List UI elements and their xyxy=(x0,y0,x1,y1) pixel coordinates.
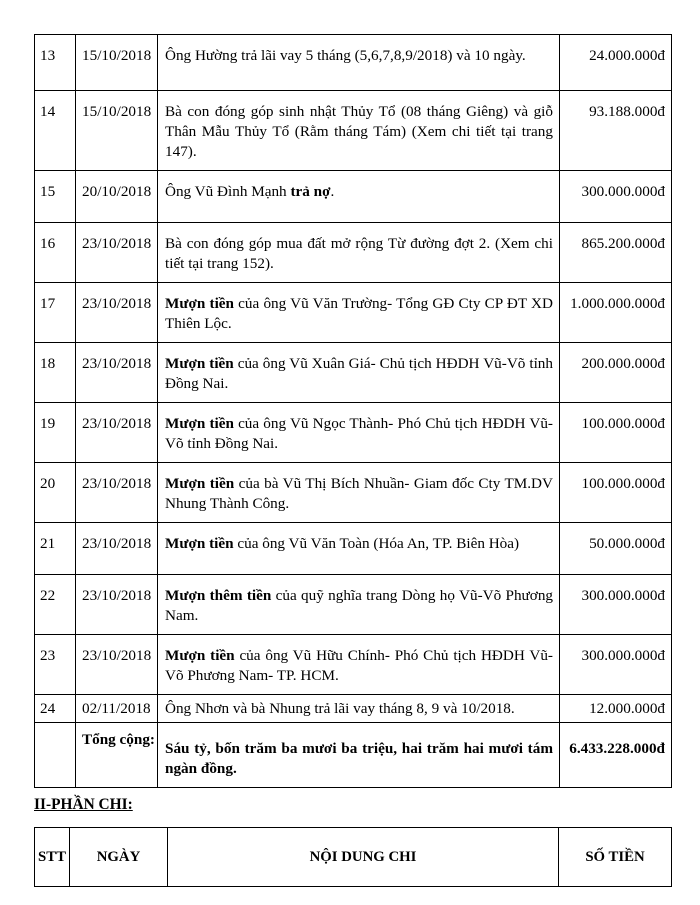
row-description xyxy=(158,463,560,523)
description-text: . xyxy=(330,183,335,200)
row-date: 23/10/2018 xyxy=(76,343,158,403)
row-amount: 100.000.000đ xyxy=(560,463,672,523)
row-description xyxy=(158,695,560,723)
row-date: 20/10/2018 xyxy=(76,171,158,223)
expenses-table xyxy=(34,827,672,887)
row-date: 02/11/2018 xyxy=(76,695,158,723)
row-amount: 300.000.000đ xyxy=(560,171,672,223)
description-text: của ông Vũ Văn Trường- Tổng GĐ Cty CP ĐT XD Thiên Lộc. xyxy=(165,295,553,332)
table-row xyxy=(35,35,672,91)
table-row xyxy=(35,283,672,343)
total-label: Tổng cộng: xyxy=(76,723,158,788)
row-amount: 300.000.000đ xyxy=(560,575,672,635)
header-stt: STT xyxy=(35,828,70,887)
table-row xyxy=(35,91,672,171)
total-in-words: Sáu tỷ, bốn trăm ba mươi ba triệu, hai trăm hai mươi tám ngàn đồng. xyxy=(158,723,560,788)
table-row xyxy=(35,523,672,575)
total-stt-cell xyxy=(35,723,76,788)
row-date: 23/10/2018 xyxy=(76,223,158,283)
table-row xyxy=(35,575,672,635)
description-text: Bà con đóng góp mua đất mở rộng Từ đường đợt 2. (Xem chi tiết tại trang 152). xyxy=(165,235,553,272)
header-amount: SỐ TIỀN xyxy=(559,828,672,887)
table-row xyxy=(35,635,672,695)
row-stt: 15 xyxy=(35,171,76,223)
row-amount: 100.000.000đ xyxy=(560,403,672,463)
row-date: 23/10/2018 xyxy=(76,575,158,635)
row-stt: 14 xyxy=(35,91,76,171)
header-content: NỘI DUNG CHI xyxy=(168,828,559,887)
description-text: Ông Hường trả lãi vay 5 tháng (5,6,7,8,9/2018) và 10 ngày. xyxy=(165,47,526,64)
row-description xyxy=(158,403,560,463)
total-row xyxy=(35,723,672,788)
description-emphasis: Mượn tiền xyxy=(165,535,234,552)
description-text: của ông Vũ Xuân Giá- Chủ tịch HĐDH Vũ-Võ tỉnh Đồng Nai. xyxy=(165,355,553,392)
receipts-table xyxy=(34,34,672,788)
description-emphasis: trả nợ xyxy=(290,183,331,200)
table-row xyxy=(35,223,672,283)
description-text: Ông Nhơn và bà Nhung trả lãi vay tháng 8, 9 và 10/2018. xyxy=(165,700,515,717)
row-stt: 16 xyxy=(35,223,76,283)
row-date: 23/10/2018 xyxy=(76,283,158,343)
description-text: của quỹ nghĩa trang Dòng họ Vũ-Võ Phương Nam. xyxy=(165,587,554,624)
row-stt: 22 xyxy=(35,575,76,635)
row-stt: 17 xyxy=(35,283,76,343)
row-amount: 24.000.000đ xyxy=(560,35,672,91)
description-emphasis: Mượn tiền xyxy=(165,647,235,664)
row-description xyxy=(158,35,560,91)
description-emphasis: Mượn thêm tiền xyxy=(165,587,272,604)
row-date: 23/10/2018 xyxy=(76,635,158,695)
expenses-header-row xyxy=(35,828,672,887)
receipts-body xyxy=(35,35,672,723)
row-stt: 20 xyxy=(35,463,76,523)
row-description xyxy=(158,283,560,343)
row-amount: 865.200.000đ xyxy=(560,223,672,283)
table-row xyxy=(35,463,672,523)
description-emphasis: Mượn tiền xyxy=(165,415,234,432)
description-text: của bà Vũ Thị Bích Nhuần- Giam đốc Cty TM.DV Nhung Thành Công. xyxy=(165,475,553,512)
row-stt: 19 xyxy=(35,403,76,463)
row-description xyxy=(158,171,560,223)
section-heading-expenses: II-PHẦN CHI: xyxy=(34,796,133,813)
description-emphasis: Mượn tiền xyxy=(165,475,235,492)
total-amount: 6.433.228.000đ xyxy=(560,723,672,788)
description-text: Ông Vũ Đình Mạnh xyxy=(165,183,291,200)
row-amount: 200.000.000đ xyxy=(560,343,672,403)
row-stt: 23 xyxy=(35,635,76,695)
description-text: của ông Vũ Hữu Chính- Phó Chủ tịch HĐDH Vũ-Võ Phương Nam- TP. HCM. xyxy=(165,647,553,684)
row-date: 23/10/2018 xyxy=(76,463,158,523)
row-stt: 18 xyxy=(35,343,76,403)
row-stt: 24 xyxy=(35,695,76,723)
row-date: 15/10/2018 xyxy=(76,35,158,91)
table-row xyxy=(35,343,672,403)
table-row xyxy=(35,695,672,723)
description-text: của ông Vũ Văn Toàn (Hóa An, TP. Biên Hòa) xyxy=(233,535,520,552)
row-amount: 93.188.000đ xyxy=(560,91,672,171)
row-description xyxy=(158,523,560,575)
row-description xyxy=(158,343,560,403)
row-amount: 300.000.000đ xyxy=(560,635,672,695)
row-amount: 12.000.000đ xyxy=(560,695,672,723)
row-stt: 21 xyxy=(35,523,76,575)
row-date: 23/10/2018 xyxy=(76,523,158,575)
row-date: 15/10/2018 xyxy=(76,91,158,171)
header-date: NGÀY xyxy=(70,828,168,887)
row-description xyxy=(158,575,560,635)
row-description xyxy=(158,223,560,283)
description-emphasis: Mượn tiền xyxy=(165,355,234,372)
description-emphasis: Mượn tiền xyxy=(165,295,234,312)
row-amount: 1.000.000.000đ xyxy=(560,283,672,343)
row-amount: 50.000.000đ xyxy=(560,523,672,575)
table-row xyxy=(35,403,672,463)
row-stt: 13 xyxy=(35,35,76,91)
description-text: của ông Vũ Ngọc Thành- Phó Chủ tịch HĐDH Vũ-Võ tỉnh Đồng Nai. xyxy=(165,415,553,452)
row-date: 23/10/2018 xyxy=(76,403,158,463)
description-text: Bà con đóng góp sinh nhật Thủy Tổ (08 tháng Giêng) và giỗ Thân Mẫu Thủy Tổ (Rằm tháng Tám) (Xem chi tiết tại trang 147). xyxy=(165,103,553,160)
table-row xyxy=(35,171,672,223)
row-description xyxy=(158,91,560,171)
row-description xyxy=(158,635,560,695)
